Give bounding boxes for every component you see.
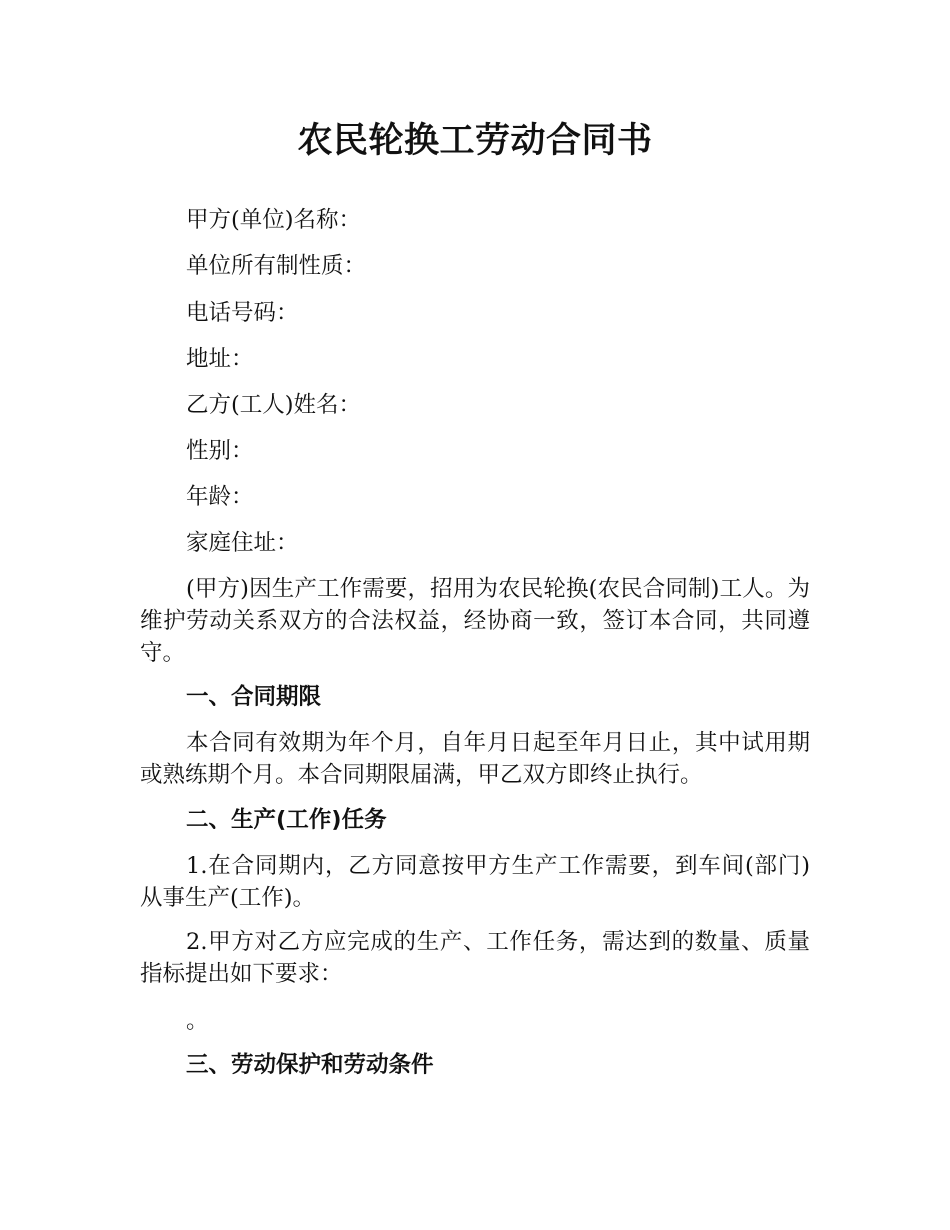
- field-gender: 性别：: [186, 438, 254, 464]
- intro-paragraph: (甲方)因生产工作需要，招用为农民轮换(农民合同制)工人。为维护劳动关系双方的合法权益，经协商一致，签订本合同，共同遵守。: [140, 576, 810, 666]
- field-age: 年龄：: [186, 484, 254, 510]
- section-2-heading: 二、生产(工作)任务: [186, 807, 387, 833]
- field-party-a-name: 甲方(单位)名称：: [186, 207, 362, 233]
- section-2-item-1: 1.在合同期内，乙方同意按甲方生产工作需要，到车间(部门)从事生产(工作)。: [140, 853, 810, 911]
- section-3-heading: 三、劳动保护和劳动条件: [186, 1052, 434, 1078]
- document-title: 农民轮换工劳动合同书: [297, 121, 653, 161]
- field-ownership-type: 单位所有制性质：: [186, 253, 367, 279]
- field-phone-number: 电话号码：: [186, 300, 299, 326]
- field-home-address: 家庭住址：: [186, 530, 299, 556]
- section-2-item-2: 2.甲方对乙方应完成的生产、工作任务，需达到的数量、质量指标提出如下要求：: [140, 929, 810, 987]
- section-1-text: 本合同有效期为年个月，自年月日起至年月日止，其中试用期或熟练期个月。本合同期限届满，甲乙双方即终止执行。: [140, 730, 810, 788]
- field-party-b-name: 乙方(工人)姓名：: [186, 392, 362, 418]
- section-2-blank-line: 。: [186, 1008, 209, 1034]
- field-address: 地址：: [186, 346, 254, 372]
- section-1-heading: 一、合同期限: [186, 684, 322, 710]
